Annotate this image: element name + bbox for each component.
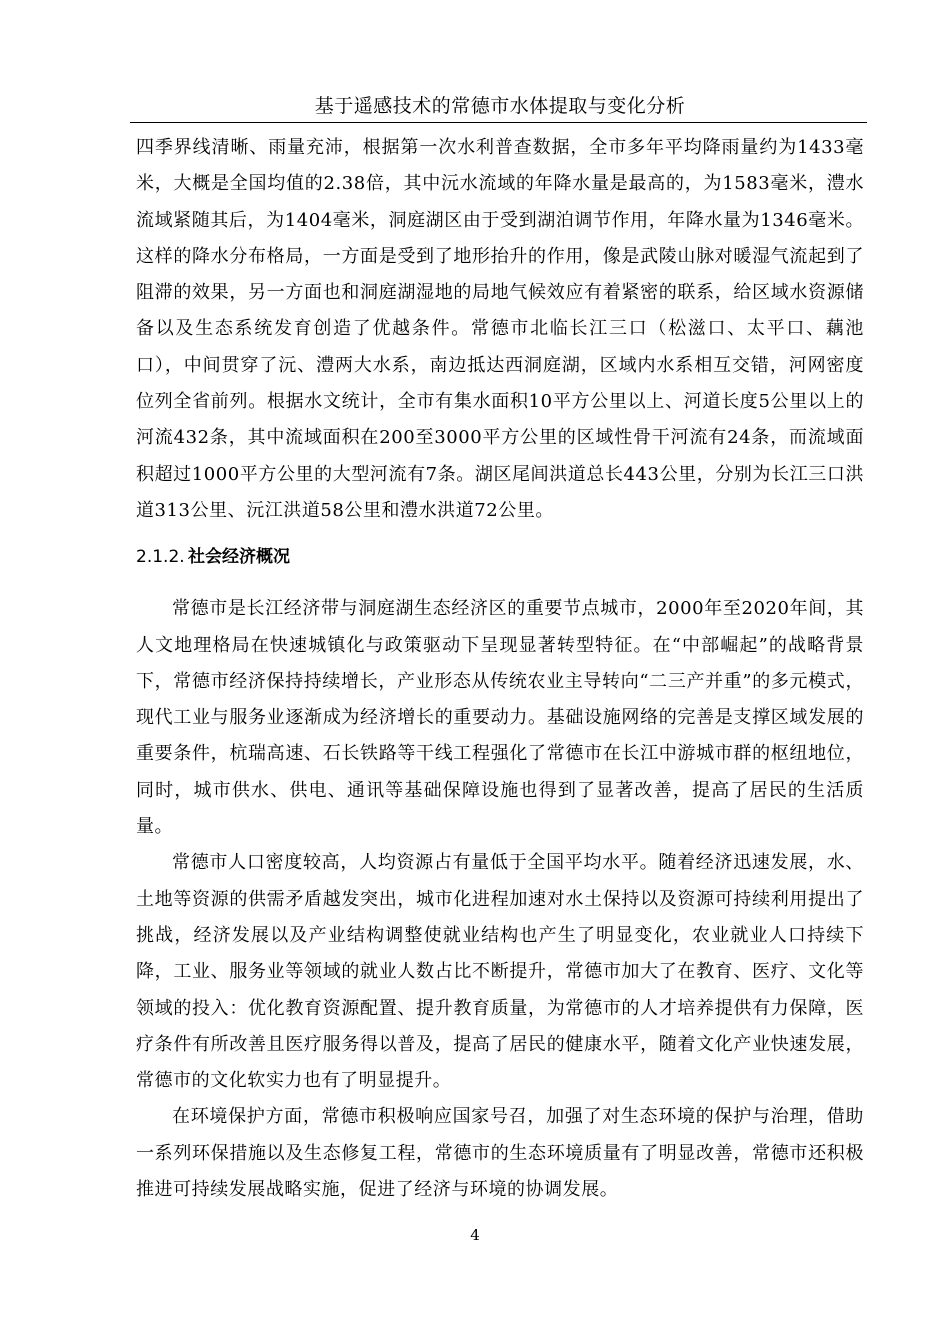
body-text xyxy=(136,130,864,1208)
section-title: 社会经济概况 xyxy=(188,547,290,568)
paragraph-climate-hydrology: 四季界线清晰、雨量充沛，根据第一次水利普查数据，全市多年平均降雨量约为1433毫米，大概是全国均值的2.38倍，其中沅水流域的年降水量是最高的，为1583毫米，澧水流域紧随其后，为1404毫米，洞庭湖区由于受到湖泊调节作用，年降水量为1346毫米。这样的降水分布格局，一方面是受到了地形抬升的作用，像是武陵山脉对暖湿气流起到了阻滞的效果，另一方面也和洞庭湖湿地的局地气候效应有着紧密的联系，给区域水资源储备以及生态系统发育创造了优越条件。常德市北临长江三口（松滋口、太平口、藕池口），中间贯穿了沅、澧两大水系，南边抵达西洞庭湖，区域内水系相互交错，河网密度位列全省前列。根据水文统计，全市有集水面积10平方公里以上、河道长度5公里以上的河流432条，其中流域面积在200至3000平方公里的区域性骨干河流有24条，而流域面积超过1000平方公里的大型河流有7条。湖区尾闾洪道总长443公里，分别为长江三口洪道313公里、沅江洪道58公里和澧水洪道72公里。 xyxy=(136,137,864,521)
page-number: 4 xyxy=(470,1226,480,1244)
paragraph-population: 常德市人口密度较高，人均资源占有量低于全国平均水平。随着经济迅速发展，水、土地等资源的供需矛盾越发突出，城市化进程加速对水土保持以及资源可持续利用提出了挑战，经济发展以及产业结构调整使就业结构也产生了明显变化，农业就业人口持续下降，工业、服务业等领域的就业人数占比不断提升，常德市加大了在教育、医疗、文化等领域的投入：优化教育资源配置、提升教育质量，为常德市的人才培养提供有力保障，医疗条件有所改善且医疗服务得以普及，提高了居民的健康水平，随着文化产业快速发展，常德市的文化软实力也有了明显提升。 xyxy=(136,852,864,1092)
section-heading xyxy=(136,539,864,591)
paragraph-economy: 常德市是长江经济带与洞庭湖生态经济区的重要节点城市，2000年至2020年间，其人文地理格局在快速城镇化与政策驱动下呈现显著转型特征。在“中部崛起”的战略背景下，常德市经济保持持续增长，产业形态从传统农业主导转向“二三产并重”的多元模式，现代工业与服务业逐渐成为经济增长的重要动力。基础设施网络的完善是支撑区域发展的重要条件，杭瑞高速、石长铁路等干线工程强化了常德市在长江中游城市群的枢纽地位，同时，城市供水、供电、通讯等基础保障设施也得到了显著改善，提高了居民的生活质量。 xyxy=(136,598,864,838)
header-rule xyxy=(130,122,867,123)
running-header-title: 基于遥感技术的常德市水体提取与变化分析 xyxy=(314,95,686,117)
section-number: 2.1.2. xyxy=(136,547,185,568)
paragraph-environment: 在环境保护方面，常德市积极响应国家号召，加强了对生态环境的保护与治理，借助一系列环保措施以及生态修复工程，常德市的生态环境质量有了明显改善，常德市还积极推进可持续发展战略实施，促进了经济与环境的协调发展。 xyxy=(136,1106,864,1201)
